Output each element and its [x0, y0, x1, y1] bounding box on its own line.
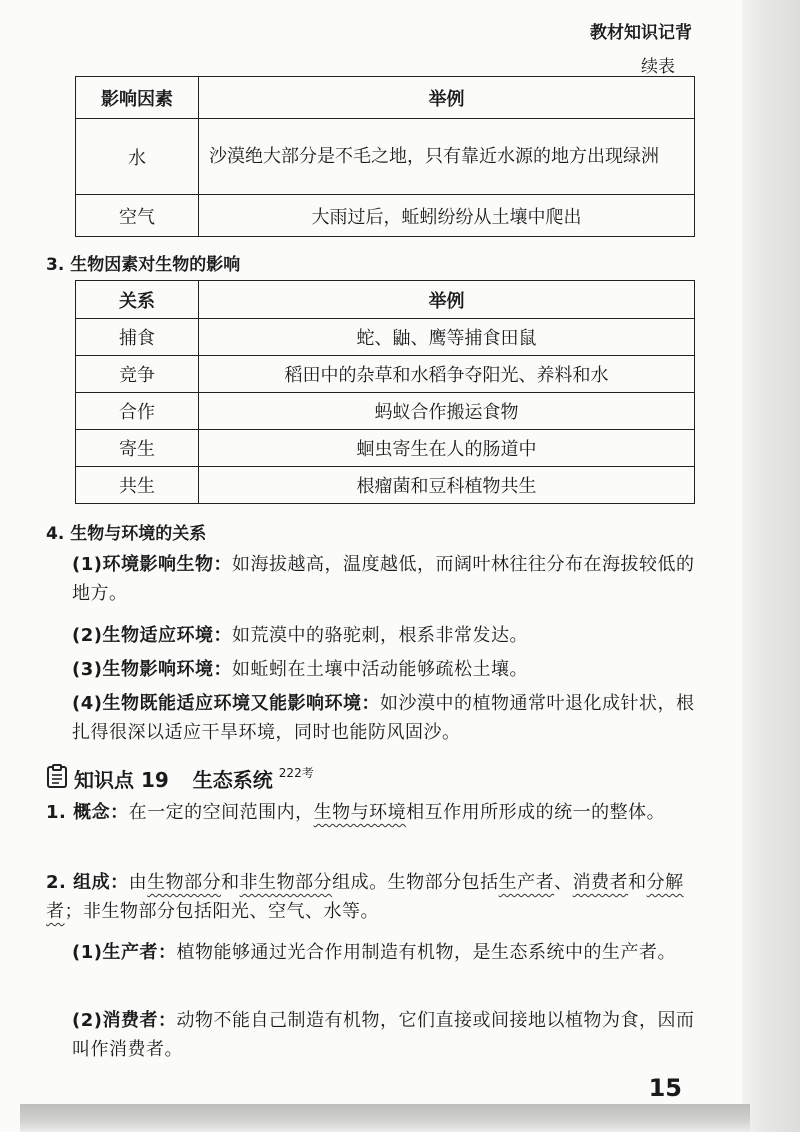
producer-paragraph [72, 938, 702, 967]
table-cell: 竞争 [76, 356, 199, 393]
column-header: 关系 [76, 281, 199, 319]
concept-label: 1. 概念： [46, 802, 129, 823]
table-cell: 蛔虫寄生在人的肠道中 [199, 430, 695, 467]
key-term: 非生物部分 [239, 872, 333, 893]
composition-paragraph [46, 868, 702, 926]
book-title: 教材知识记背 [590, 23, 692, 43]
key-term: 生物部分 [147, 872, 222, 893]
table-row [76, 467, 695, 504]
key-term: 分解者 [46, 872, 684, 922]
knowledge-point-title: 生态系统 [192, 768, 273, 792]
key-term: 消费者 [572, 872, 629, 893]
column-header: 举例 [199, 281, 695, 319]
item-text: 如蚯蚓在土壤中活动能够疏松土壤。 [231, 659, 528, 680]
key-term: 生产者 [498, 872, 555, 893]
item-label: (4)生物既能适应环境又能影响环境： [72, 693, 380, 714]
item-label: (1)生产者： [72, 942, 177, 963]
item-text: 如荒漠中的骆驼刺，根系非常发达。 [231, 625, 528, 646]
relation-item-1 [72, 550, 702, 608]
section-3-heading: 3. 生物因素对生物的影响 [46, 255, 241, 275]
item-text: 动物不能自己制造有机物，它们直接或间接地以植物为食，因而叫作消费者。 [72, 1010, 695, 1060]
abiotic-factors-table [75, 76, 695, 237]
table-cell: 蛇、鼬、鹰等捕食田鼠 [199, 319, 695, 356]
table-cell: 寄生 [76, 430, 199, 467]
table-row [76, 393, 695, 430]
text-run: 、 [554, 872, 573, 893]
table-row [76, 319, 695, 356]
table-cell: 大雨过后，蚯蚓纷纷从土壤中爬出 [199, 195, 695, 237]
knowledge-point-label: 知识点 19 [74, 768, 169, 792]
exam-frequency-note: 222考 [278, 766, 314, 780]
column-header: 举例 [199, 77, 695, 119]
table-header-row [76, 281, 695, 319]
item-text: 如沙漠中的植物通常叶退化成针状，根扎得很深以适应干旱环境，同时也能防风固沙。 [72, 693, 695, 743]
table-continued-label: 续表 [641, 57, 675, 77]
item-label: (2)生物适应环境： [72, 625, 232, 646]
table-row [76, 119, 695, 195]
relation-item-2 [72, 621, 702, 650]
item-label: (1)环境影响生物： [72, 554, 232, 575]
table-row [76, 430, 695, 467]
table-cell: 合作 [76, 393, 199, 430]
biotic-relations-table [75, 280, 695, 504]
table-cell: 沙漠绝大部分是不毛之地，只有靠近水源的地方出现绿洲 [199, 119, 695, 195]
item-label: (3)生物影响环境： [72, 659, 232, 680]
page-edge-bottom [20, 1104, 750, 1132]
table-row [76, 195, 695, 237]
text-run: 组成。生物部分包括 [332, 872, 499, 893]
table-cell: 空气 [76, 195, 199, 237]
concept-paragraph [46, 798, 702, 827]
table-cell: 稻田中的杂草和水稻争夺阳光、养料和水 [199, 356, 695, 393]
section-4-heading: 4. 生物与环境的关系 [46, 524, 207, 544]
table-cell: 蚂蚁合作搬运食物 [199, 393, 695, 430]
consumer-paragraph [72, 1006, 702, 1064]
text-run: 相互作用所形成的统一的整体。 [406, 802, 666, 823]
table-header-row [76, 77, 695, 119]
page-number: 15 [648, 1074, 682, 1102]
text-run: ；非生物部分包括阳光、空气、水等。 [64, 901, 379, 922]
text-run: 由 [128, 872, 148, 893]
relation-item-3 [72, 655, 702, 684]
column-header: 影响因素 [76, 77, 199, 119]
item-label: (2)消费者： [72, 1010, 177, 1031]
table-cell: 捕食 [76, 319, 199, 356]
page-edge-right [742, 0, 800, 1132]
table-row [76, 356, 695, 393]
table-cell: 共生 [76, 467, 199, 504]
item-text: 植物能够通过光合作用制造有机物，是生态系统中的生产者。 [176, 942, 676, 963]
clipboard-icon [46, 764, 68, 788]
table-cell: 根瘤菌和豆科植物共生 [199, 467, 695, 504]
text-run: 在一定的空间范围内， [128, 802, 314, 823]
table-cell: 水 [76, 119, 199, 195]
composition-label: 2. 组成： [46, 872, 129, 893]
text-run: 和 [221, 872, 240, 893]
text-run: 和 [628, 872, 647, 893]
item-text: 如海拔越高，温度越低，而阔叶林往往分布在海拔较低的地方。 [72, 554, 695, 604]
relation-item-4 [72, 689, 702, 747]
knowledge-point-heading [46, 764, 314, 793]
key-term: 生物与环境 [313, 802, 407, 823]
